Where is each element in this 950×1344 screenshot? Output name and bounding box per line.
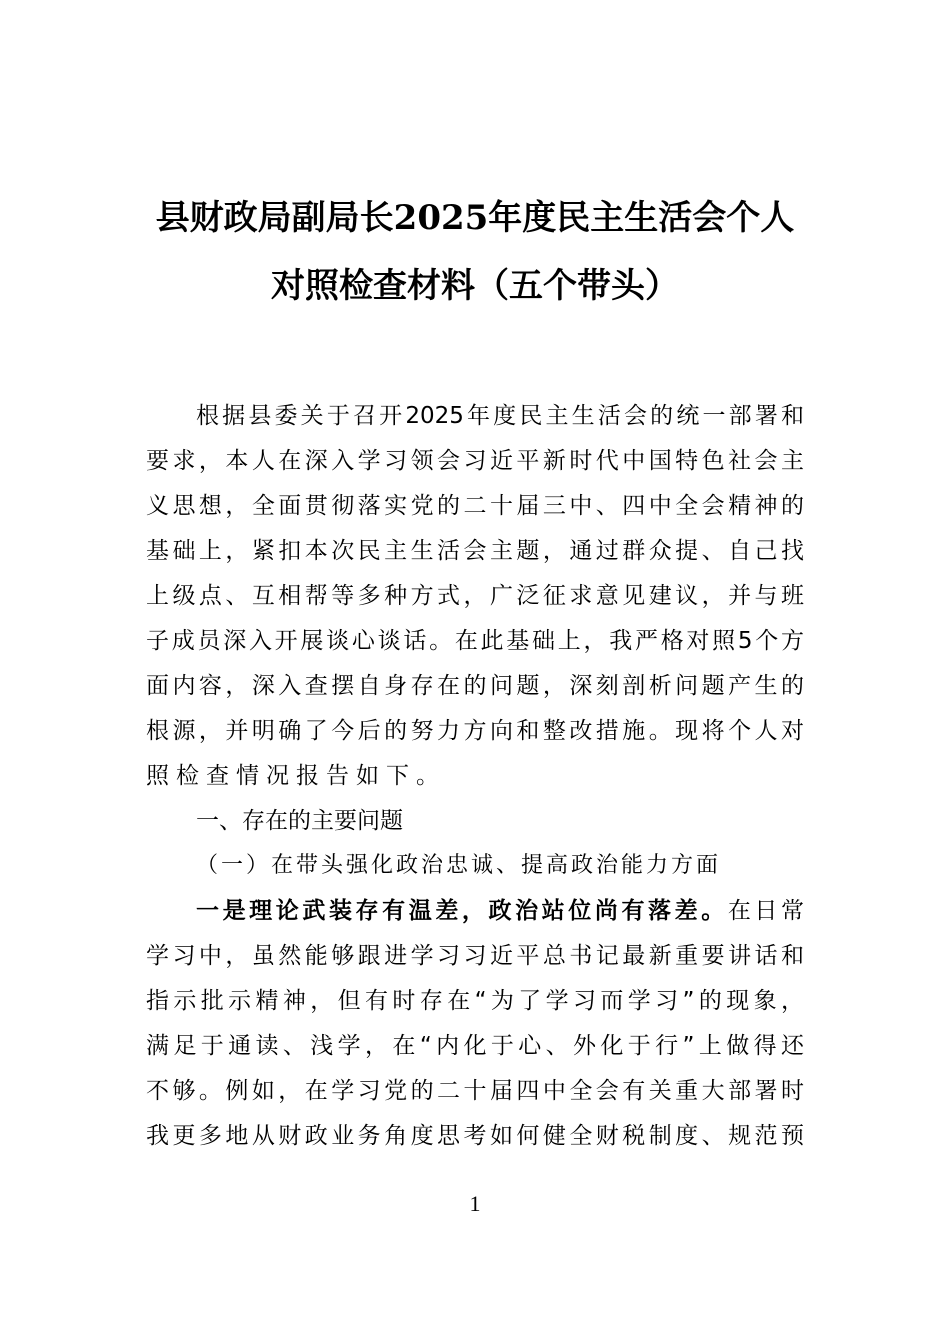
intro-line: 根据县委关于召开2025年度民主生活会的统一部署和 [196, 403, 804, 429]
body-line: 我更多地从财政业务角度思考如何健全财税制度、规范预 [146, 1123, 804, 1149]
intro-line: 上级点、互相帮等多种方式，广泛征求意见建议，并与班 [146, 583, 804, 609]
intro-line: 照检查情况报告如下。 [146, 763, 446, 789]
intro-line: 基础上，紧扣本次民主生活会主题，通过群众提、自己找 [146, 538, 804, 564]
subsection-heading: （一）在带头强化政治忠诚、提高政治能力方面 [196, 853, 722, 878]
body-line: 学习中，虽然能够跟进学习习近平总书记最新重要讲话和 [146, 943, 804, 969]
point-one-first-line [196, 896, 804, 926]
intro-line: 子成员深入开展谈心谈话。在此基础上，我严格对照5个方 [146, 628, 804, 654]
page-number: 1 [469, 1191, 481, 1216]
body-line: 不够。例如，在学习党的二十届四中全会有关重大部署时 [146, 1078, 804, 1104]
intro-line: 面内容，深入查摆自身存在的问题，深刻剖析问题产生的 [146, 673, 804, 699]
intro-line: 义思想，全面贯彻落实党的二十届三中、四中全会精神的 [146, 493, 804, 519]
point-one-rest: 在日常 [727, 898, 805, 924]
document-title-line-1: 县财政局副局长2025年度民主生活会个人 [155, 198, 795, 238]
body-line: 指示批示精神，但有时存在“为了学习而学习”的现象， [146, 988, 804, 1014]
intro-line: 要求，本人在深入学习领会习近平新时代中国特色社会主 [146, 448, 804, 474]
point-one-lead: 一是理论武装存有温差，政治站位尚有落差。 [196, 898, 728, 924]
intro-line: 根源，并明确了今后的努力方向和整改措施。现将个人对 [146, 718, 804, 744]
body-line: 满足于通读、浅学，在“内化于心、外化于行”上做得还 [146, 1033, 804, 1059]
document-title-line-2: 对照检查材料（五个带头） [271, 266, 679, 306]
section-heading: 一、存在的主要问题 [196, 808, 403, 834]
